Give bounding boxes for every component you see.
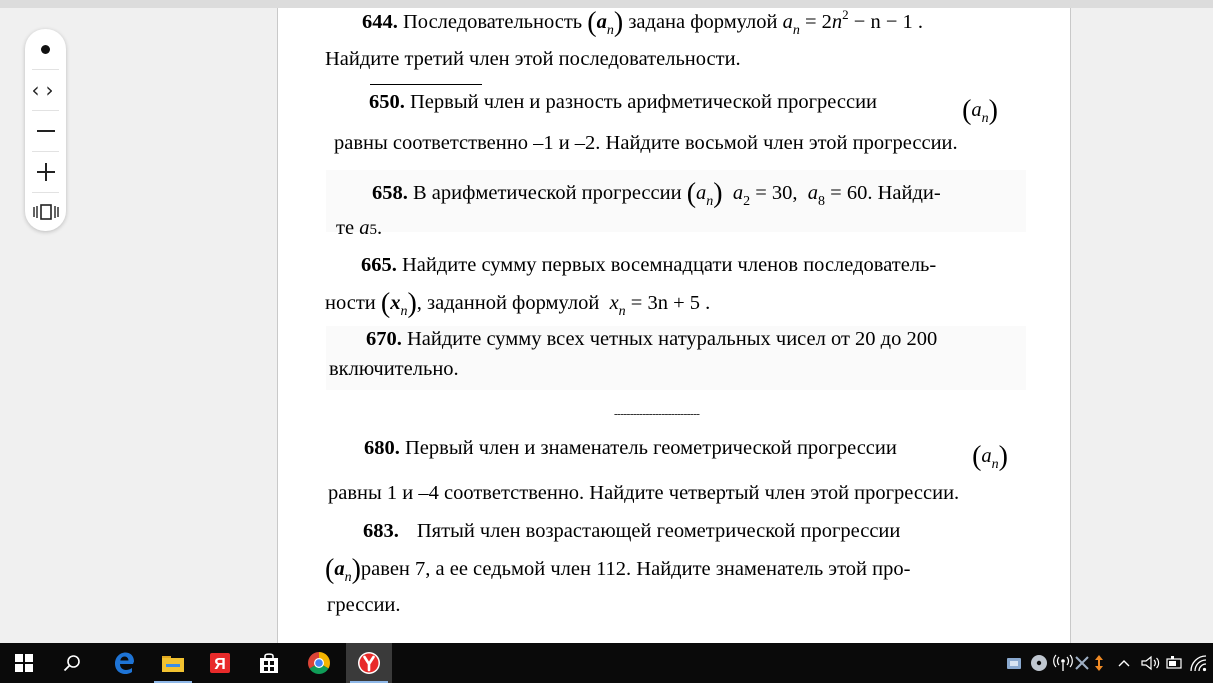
page-navigation-button[interactable] — [25, 70, 66, 110]
problem-text: Найдите третий член этой последовательности. — [325, 47, 741, 70]
edge-app[interactable] — [100, 643, 148, 683]
start-button[interactable] — [0, 643, 48, 683]
zoom-in-button[interactable] — [25, 152, 66, 192]
problem-text: равны соответственно –1 и –2. Найдите восьмой член этой прогрессии. — [334, 131, 958, 154]
store-app[interactable] — [245, 643, 293, 683]
problem-658: 658. В арифметической прогрессии $(a_n) a_2 = 30$, $a_8 = 60$. Найди- те a5. — [336, 178, 941, 239]
battery-icon[interactable] — [1164, 643, 1186, 683]
tray-expand-chevron-icon[interactable] — [1118, 643, 1136, 683]
yandex-browser-app[interactable] — [346, 643, 392, 683]
minus-icon — [37, 130, 55, 132]
problem-680: 680. Первый член и знаменатель геометрической прогрессии $(a_n)$ равны 1 и –4 соответственно. Найдите четвертый член этой прогрессии. — [328, 434, 1008, 508]
viewer-toolbar — [25, 29, 66, 231]
broadcast-icon[interactable] — [1052, 643, 1074, 683]
search-icon — [63, 654, 81, 672]
cd-drive-icon[interactable] — [1030, 643, 1050, 683]
windows-logo-icon — [15, 654, 33, 672]
divider — [370, 84, 482, 85]
yandex-browser-icon — [357, 651, 381, 675]
plus-icon — [36, 162, 56, 182]
problem-text: включительно. — [329, 357, 459, 380]
problem-650: 650. Первый член и разность арифметической прогрессии $(a_n)$ равны соответственно –1 и –2. Найдите восьмой член этой прогрессии. — [334, 88, 998, 158]
tools-icon[interactable] — [1074, 643, 1092, 683]
problem-670: 670. Найдите сумму всех четных натуральных чисел от 20 до 200 включительно. — [329, 325, 1019, 384]
problem-number: 644. — [362, 11, 398, 33]
folder-icon — [161, 653, 185, 673]
edge-icon — [112, 651, 136, 675]
yandex-icon — [209, 652, 231, 674]
chevron-right-icon[interactable]: › — [45, 78, 60, 102]
chevron-left-icon[interactable]: ‹ — [31, 78, 46, 102]
zoom-out-button[interactable] — [25, 111, 66, 151]
wifi-icon[interactable] — [1189, 643, 1211, 683]
chrome-app[interactable] — [296, 643, 342, 683]
pointer-button[interactable] — [25, 29, 66, 69]
document-page[interactable] — [277, 8, 1071, 643]
dot-icon — [41, 45, 50, 54]
volume-icon[interactable] — [1140, 643, 1162, 683]
network-status-icon[interactable] — [1006, 643, 1026, 683]
store-icon — [258, 652, 280, 674]
problem-665: 665. Найдите сумму первых восемнадцати членов последователь- ности $(x_n)$, заданной формулой $x_n = 3n + 5$ . — [325, 254, 937, 319]
file-explorer-app[interactable] — [150, 643, 196, 683]
yandex-app[interactable] — [197, 643, 243, 683]
problem-text: равны 1 и –4 соответственно. Найдите четвертый член этой прогрессии. — [328, 481, 960, 504]
chrome-icon — [307, 651, 331, 675]
problem-text: Последовательность — [403, 11, 583, 33]
svg-text:Я: Я — [214, 656, 226, 673]
top-strip — [0, 0, 1213, 8]
search-button[interactable] — [48, 643, 96, 683]
problem-644: 644. Последовательность $(a_n)$ задана формулой $a_n = 2n^2 - n - 1$ . Найдите третий член этой последовательности. — [325, 8, 1015, 74]
sequence-var: a — [596, 11, 607, 33]
problem-text: задана формулой — [628, 11, 778, 33]
taskbar — [0, 643, 1213, 683]
problem-text: грессии. — [327, 594, 401, 617]
separator-dashes: --------------------------- — [614, 408, 700, 420]
fit-page-button[interactable] — [25, 192, 66, 232]
fit-page-icon — [32, 203, 60, 221]
updater-icon[interactable] — [1094, 643, 1108, 683]
problem-683: 683. Пятый член возрастающей геометрической прогрессии $(a_n)равен$ 7, а ее седьмой член 112. Найдите знаменатель этой про- грессии. — [327, 517, 1014, 621]
